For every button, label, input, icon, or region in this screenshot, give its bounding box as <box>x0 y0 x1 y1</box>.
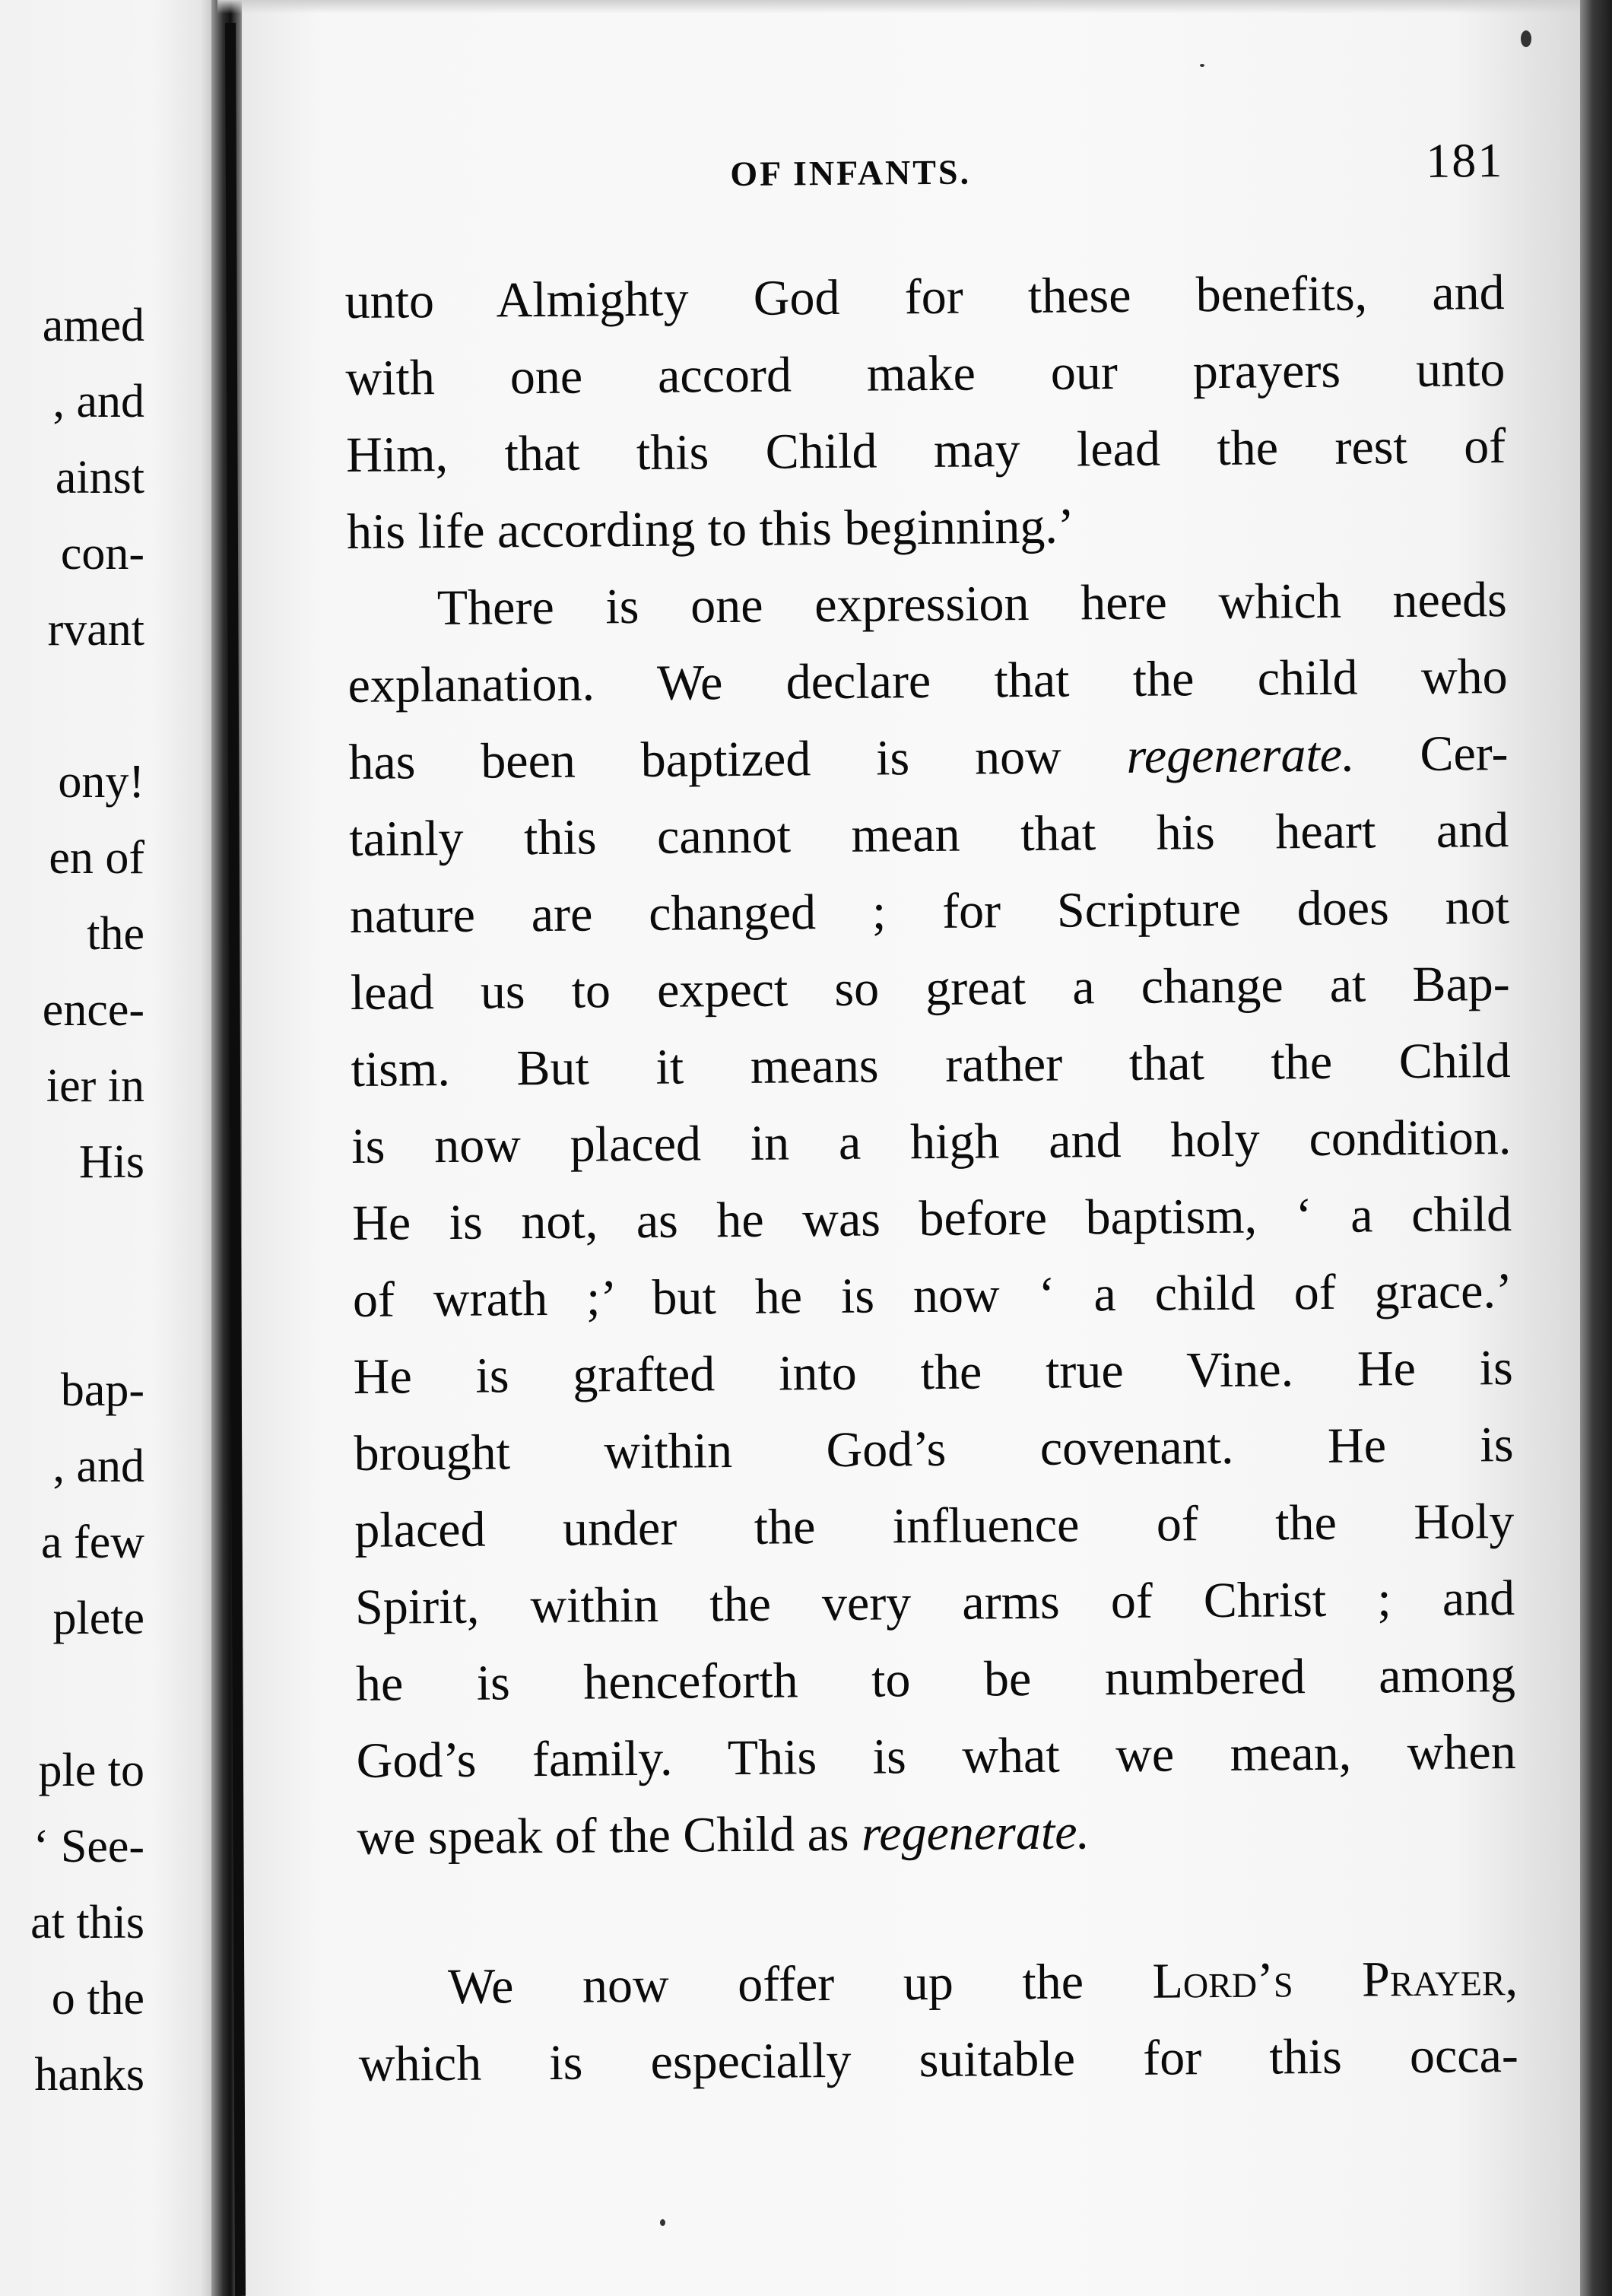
text-line: he is henceforth to be numbered among <box>355 1647 1516 1712</box>
paper-speck <box>660 2219 665 2226</box>
paragraph-spacer <box>357 1867 1518 1949</box>
text-line: which is especially suitable for this occa- <box>358 2027 1519 2092</box>
text-line: placed under the influence of the Holy <box>354 1493 1515 1558</box>
running-head <box>344 132 1504 199</box>
text-line: nature are changed ; for Scripture does not <box>349 878 1510 944</box>
left-fragment: ainst <box>55 452 144 503</box>
text-line <box>348 715 1509 801</box>
italic-term: regenerate. <box>861 1804 1090 1862</box>
left-fragment: o the <box>51 1973 144 2024</box>
text-line: There is one expression here which needs <box>436 572 1508 637</box>
left-fragment: a few <box>41 1516 144 1568</box>
text-line: explanation. We declare that the child who <box>347 649 1508 713</box>
left-fragment <box>0 1656 144 1732</box>
left-fragment <box>0 1200 144 1276</box>
left-fragment: hanks <box>34 2049 144 2101</box>
left-fragment <box>0 668 144 744</box>
text-line: is now placed in a high and holy condition. <box>351 1109 1512 1174</box>
left-fragment: plete <box>52 1593 144 1644</box>
paper-speck <box>1200 64 1204 67</box>
left-fragment: rvant <box>47 604 144 656</box>
text-line: of wrath ;’ but he is now ‘ a child of grace.’ <box>352 1262 1513 1328</box>
left-fragment: , and <box>52 1440 144 1492</box>
paragraph-3 <box>358 1940 1519 2103</box>
left-fragment: His <box>78 1136 144 1188</box>
body-text <box>344 254 1518 2103</box>
text-line: with one accord make our prayers unto <box>345 341 1506 406</box>
paragraph-1 <box>344 254 1506 570</box>
left-fragment: ier in <box>46 1060 144 1112</box>
text-run: Cer- <box>1354 725 1509 783</box>
running-title: OF INFANTS. <box>730 152 972 194</box>
text-line: lead us to expect so great a change at Bap- <box>350 955 1511 1021</box>
left-fragment: ple to <box>38 1745 144 1796</box>
paper-speck <box>1521 30 1531 47</box>
page-number: 181 <box>1425 133 1504 188</box>
left-fragment: ony! <box>58 756 144 808</box>
text-run: We now offer up the <box>447 1953 1153 2015</box>
left-facing-page <box>0 0 217 2296</box>
page-content <box>344 132 1518 2103</box>
left-fragment: , and <box>52 376 144 427</box>
text-line: his life according to this beginning.’ <box>346 498 1075 560</box>
text-line <box>357 1790 1517 1876</box>
left-fragment: ‘ See- <box>33 1821 144 1872</box>
left-fragment: the <box>87 908 144 960</box>
left-fragment: en of <box>49 832 144 884</box>
italic-term: regenerate. <box>1126 726 1355 784</box>
text-run: we speak of the Child as <box>357 1805 862 1866</box>
text-line <box>358 1940 1518 2026</box>
page-right-edge <box>1580 0 1612 2296</box>
text-line: He is grafted into the true Vine. He is <box>353 1339 1513 1405</box>
left-fragment: con- <box>60 528 144 580</box>
left-fragment <box>0 1276 144 1352</box>
paragraph-2 <box>347 561 1516 1876</box>
left-fragment: amed <box>42 300 144 351</box>
text-run: has been baptized is now <box>348 728 1127 790</box>
text-line: He is not, as he was before baptism, ‘ a child <box>351 1186 1512 1251</box>
text-line: God’s family. This is what we mean, when <box>356 1723 1516 1789</box>
text-line: Him, that this Child may lead the rest of <box>345 418 1506 483</box>
left-fragment: ence- <box>42 984 144 1036</box>
left-page-text-fragments <box>0 287 144 2113</box>
left-fragment: at this <box>30 1897 144 1948</box>
small-caps-term: Lord’s Prayer, <box>1152 1950 1518 2009</box>
text-line: tainly this cannot mean that his heart and <box>348 802 1509 867</box>
text-line: Spirit, within the very arms of Christ ; and <box>354 1570 1515 1635</box>
text-line: unto Almighty God for these benefits, and <box>344 265 1505 329</box>
page-top-edge <box>217 0 1586 14</box>
text-line: brought within God’s covenant. He is <box>354 1416 1514 1481</box>
left-fragment: bap- <box>60 1364 144 1416</box>
text-line: tism. But it means rather that the Child <box>351 1032 1511 1097</box>
